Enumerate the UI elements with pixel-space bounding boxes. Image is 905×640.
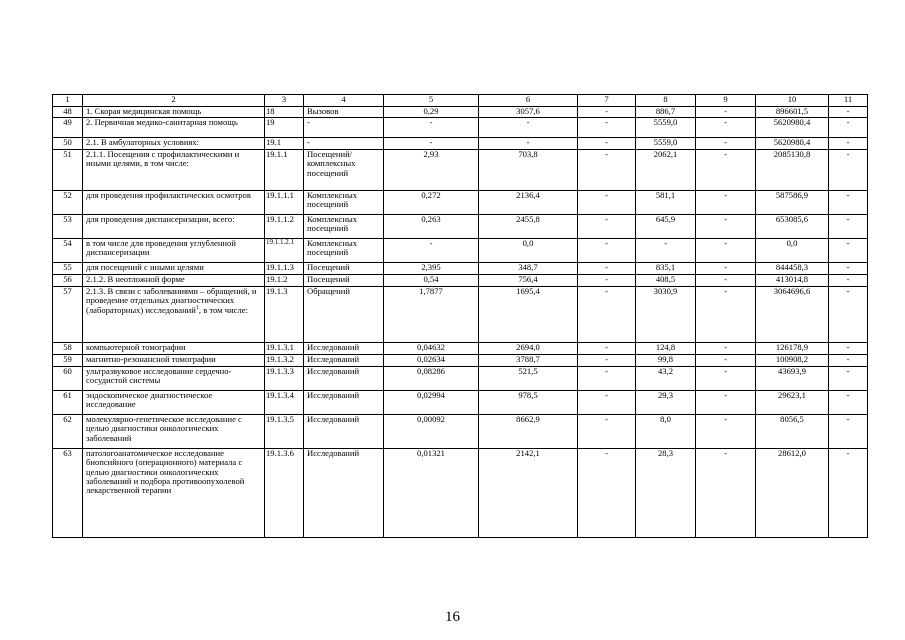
row-value-9: - (696, 287, 756, 343)
table-row (53, 215, 868, 239)
table-row (53, 150, 868, 191)
row-name: для проведения профилактических осмотров (83, 191, 265, 215)
table-row (53, 138, 868, 150)
row-value-5: 0,272 (384, 191, 479, 215)
row-name: компьютерной томографии (83, 343, 265, 355)
row-number: 55 (53, 263, 83, 275)
page-number: 16 (445, 609, 460, 625)
row-value-11: - (829, 215, 868, 239)
row-value-10: 126178,9 (756, 343, 829, 355)
row-name: для посещений с иными целями (83, 263, 265, 275)
row-number: 53 (53, 215, 83, 239)
row-value-9: - (696, 118, 756, 138)
table-row (53, 415, 868, 449)
row-code: 19.1.3.2 (265, 355, 304, 367)
row-value-6: 2694,0 (479, 343, 578, 355)
row-number: 59 (53, 355, 83, 367)
row-number: 48 (53, 107, 83, 118)
row-value-5: 0,263 (384, 215, 479, 239)
row-name: эндоскопическое диагностическое исследование (83, 391, 265, 415)
row-value-6: - (479, 138, 578, 150)
row-unit: Исследований (304, 367, 384, 391)
row-value-11: - (829, 355, 868, 367)
row-name: в том числе для проведения углубленной диспансеризации (83, 239, 265, 263)
row-value-9: - (696, 367, 756, 391)
row-value-10: 43693,9 (756, 367, 829, 391)
column-header: 9 (696, 95, 756, 107)
row-name: 1. Скорая медицинская помощь (83, 107, 265, 118)
row-value-6: - (479, 118, 578, 138)
row-value-5: - (384, 118, 479, 138)
row-value-11: - (829, 263, 868, 275)
row-name: 2.1.1. Посещения с профилактическими и иными целями, в том числе: (83, 150, 265, 191)
row-value-8: - (636, 239, 696, 263)
row-value-5: 1,7877 (384, 287, 479, 343)
row-code: 19.1.1.2 (265, 215, 304, 239)
row-value-6: 756,4 (479, 275, 578, 287)
row-value-8: 5559,0 (636, 118, 696, 138)
row-name-text: 2.1.3. В связи с заболеваниями – обращений, и проведение отдельных диагностических (лабораторных) исследований (86, 286, 257, 315)
row-value-11: - (829, 343, 868, 355)
row-code: 19.1.1.2.1 (265, 239, 304, 263)
row-value-10: 28612,0 (756, 449, 829, 538)
row-value-8: 645,9 (636, 215, 696, 239)
row-unit: Исследований (304, 449, 384, 538)
row-value-7: - (578, 239, 636, 263)
row-value-10: 5620980,4 (756, 118, 829, 138)
row-value-8: 581,1 (636, 191, 696, 215)
row-code: 19.1.1.3 (265, 263, 304, 275)
row-value-10: 8056,5 (756, 415, 829, 449)
row-value-11: - (829, 239, 868, 263)
row-value-10: 653085,6 (756, 215, 829, 239)
row-value-6: 521,5 (479, 367, 578, 391)
row-code: 19 (265, 118, 304, 138)
row-value-7: - (578, 191, 636, 215)
row-number: 60 (53, 367, 83, 391)
row-value-5: 0,08286 (384, 367, 479, 391)
column-header: 11 (829, 95, 868, 107)
row-number: 57 (53, 287, 83, 343)
row-code: 19.1.1 (265, 150, 304, 191)
column-header: 5 (384, 95, 479, 107)
row-unit: Посещений/ комплексных посещений (304, 150, 384, 191)
table-row (53, 239, 868, 263)
row-value-7: - (578, 449, 636, 538)
row-unit: Вызовов (304, 107, 384, 118)
row-name: 2.1. В амбулаторных условиях: (83, 138, 265, 150)
row-value-8: 8,0 (636, 415, 696, 449)
row-unit: Обращений (304, 287, 384, 343)
row-value-9: - (696, 355, 756, 367)
row-code: 19.1.3.4 (265, 391, 304, 415)
row-value-6: 1695,4 (479, 287, 578, 343)
row-value-10: 29623,1 (756, 391, 829, 415)
row-value-10: 100908,2 (756, 355, 829, 367)
row-unit: Исследований (304, 355, 384, 367)
row-value-7: - (578, 415, 636, 449)
row-value-7: - (578, 215, 636, 239)
row-value-10: 844458,3 (756, 263, 829, 275)
column-header: 6 (479, 95, 578, 107)
row-value-10: 2085130,8 (756, 150, 829, 191)
column-header: 8 (636, 95, 696, 107)
row-value-5: 0,54 (384, 275, 479, 287)
row-code: 19.1 (265, 138, 304, 150)
row-number: 50 (53, 138, 83, 150)
row-name (83, 287, 265, 343)
table-row (53, 191, 868, 215)
row-value-8: 5559,0 (636, 138, 696, 150)
row-value-6: 3057,6 (479, 107, 578, 118)
row-code: 19.1.2 (265, 275, 304, 287)
row-value-9: - (696, 415, 756, 449)
table-row (53, 367, 868, 391)
row-value-6: 978,5 (479, 391, 578, 415)
row-value-8: 408,5 (636, 275, 696, 287)
row-name: магнитно-резонансной томографии (83, 355, 265, 367)
row-value-6: 8662,9 (479, 415, 578, 449)
row-value-9: - (696, 449, 756, 538)
row-value-8: 3030,9 (636, 287, 696, 343)
footnote-marker: 1 (195, 304, 199, 311)
row-unit: Исследований (304, 415, 384, 449)
row-value-9: - (696, 391, 756, 415)
row-value-7: - (578, 275, 636, 287)
row-value-6: 2142,1 (479, 449, 578, 538)
row-value-6: 3788,7 (479, 355, 578, 367)
table-row (53, 287, 868, 343)
table-row (53, 118, 868, 138)
row-value-8: 835,1 (636, 263, 696, 275)
row-value-7: - (578, 118, 636, 138)
row-value-11: - (829, 275, 868, 287)
row-code: 19.1.3.3 (265, 367, 304, 391)
row-value-8: 28,3 (636, 449, 696, 538)
row-name: 2.1.2. В неотложной форме (83, 275, 265, 287)
row-value-9: - (696, 343, 756, 355)
row-unit: Комплексных посещений (304, 239, 384, 263)
row-value-5: 0,04632 (384, 343, 479, 355)
column-header: 3 (265, 95, 304, 107)
row-code: 19.1.1.1 (265, 191, 304, 215)
row-value-5: 2,395 (384, 263, 479, 275)
row-name-tail: , в том числе: (198, 304, 248, 315)
row-value-9: - (696, 263, 756, 275)
row-value-5: 0,02994 (384, 391, 479, 415)
row-value-10: 3064696,6 (756, 287, 829, 343)
row-value-11: - (829, 415, 868, 449)
table-row (53, 391, 868, 415)
row-number: 62 (53, 415, 83, 449)
document-table (52, 94, 868, 538)
column-header: 7 (578, 95, 636, 107)
row-unit: Исследований (304, 343, 384, 355)
row-unit: Посещений (304, 275, 384, 287)
row-value-9: - (696, 138, 756, 150)
row-value-7: - (578, 367, 636, 391)
row-number: 49 (53, 118, 83, 138)
row-value-11: - (829, 287, 868, 343)
row-value-8: 29,3 (636, 391, 696, 415)
row-code: 19.1.3.6 (265, 449, 304, 538)
row-value-9: - (696, 107, 756, 118)
row-value-10: 587586,9 (756, 191, 829, 215)
row-code: 19.1.3.5 (265, 415, 304, 449)
row-number: 54 (53, 239, 83, 263)
row-value-7: - (578, 138, 636, 150)
row-value-7: - (578, 391, 636, 415)
row-value-11: - (829, 118, 868, 138)
row-value-11: - (829, 138, 868, 150)
row-value-8: 2062,1 (636, 150, 696, 191)
row-value-5: 0,02634 (384, 355, 479, 367)
row-code: 18 (265, 107, 304, 118)
row-value-7: - (578, 287, 636, 343)
column-header: 10 (756, 95, 829, 107)
row-value-11: - (829, 391, 868, 415)
row-value-11: - (829, 191, 868, 215)
row-value-7: - (578, 107, 636, 118)
row-number: 56 (53, 275, 83, 287)
table-row (53, 343, 868, 355)
row-number: 63 (53, 449, 83, 538)
row-value-11: - (829, 449, 868, 538)
row-value-9: - (696, 275, 756, 287)
column-header: 4 (304, 95, 384, 107)
row-value-5: - (384, 239, 479, 263)
row-value-10: 5620980,4 (756, 138, 829, 150)
row-value-7: - (578, 150, 636, 191)
row-value-6: 2455,8 (479, 215, 578, 239)
column-number-row (53, 95, 868, 107)
row-value-8: 99,8 (636, 355, 696, 367)
row-unit: Посещений (304, 263, 384, 275)
row-name: для проведения диспансеризации, всего: (83, 215, 265, 239)
row-value-7: - (578, 343, 636, 355)
table-row (53, 355, 868, 367)
row-unit: - (304, 118, 384, 138)
table-row (53, 107, 868, 118)
row-number: 61 (53, 391, 83, 415)
table-row (53, 275, 868, 287)
row-value-10: 896601,5 (756, 107, 829, 118)
row-unit: Исследований (304, 391, 384, 415)
row-value-7: - (578, 263, 636, 275)
column-header: 1 (53, 95, 83, 107)
row-value-9: - (696, 150, 756, 191)
row-value-6: 348,7 (479, 263, 578, 275)
row-name: ультразвуковое исследование сердечно-сосудистой системы (83, 367, 265, 391)
row-value-10: 0,0 (756, 239, 829, 263)
row-name: молекулярно-генетическое исследование с целью диагностики онкологических заболеваний (83, 415, 265, 449)
row-value-5: 0,00092 (384, 415, 479, 449)
row-number: 51 (53, 150, 83, 191)
row-value-5: 0,01321 (384, 449, 479, 538)
row-unit: Комплексных посещений (304, 191, 384, 215)
table-row (53, 449, 868, 538)
row-value-11: - (829, 150, 868, 191)
table-row (53, 263, 868, 275)
row-code: 19.1.3 (265, 287, 304, 343)
row-value-5: 0,29 (384, 107, 479, 118)
row-value-11: - (829, 367, 868, 391)
row-value-5: - (384, 138, 479, 150)
row-value-6: 703,8 (479, 150, 578, 191)
row-number: 52 (53, 191, 83, 215)
row-value-5: 2,93 (384, 150, 479, 191)
row-unit: - (304, 138, 384, 150)
row-name: патологоанатомическое исследование биопсийного (операционного) материала с целью диагностики онкологических заболеваний и подбора противоопухолевой лекарственной терапии (83, 449, 265, 538)
row-value-10: 413014,8 (756, 275, 829, 287)
row-value-8: 43,2 (636, 367, 696, 391)
row-value-9: - (696, 215, 756, 239)
row-value-9: - (696, 239, 756, 263)
row-unit: Комплексных посещений (304, 215, 384, 239)
row-value-9: - (696, 191, 756, 215)
row-value-8: 124,8 (636, 343, 696, 355)
row-value-7: - (578, 355, 636, 367)
row-code: 19.1.3.1 (265, 343, 304, 355)
row-number: 58 (53, 343, 83, 355)
row-value-6: 2136,4 (479, 191, 578, 215)
row-value-6: 0,0 (479, 239, 578, 263)
row-value-11: - (829, 107, 868, 118)
column-header: 2 (83, 95, 265, 107)
row-name: 2. Первичная медико-санитарная помощь (83, 118, 265, 138)
row-value-8: 886,7 (636, 107, 696, 118)
